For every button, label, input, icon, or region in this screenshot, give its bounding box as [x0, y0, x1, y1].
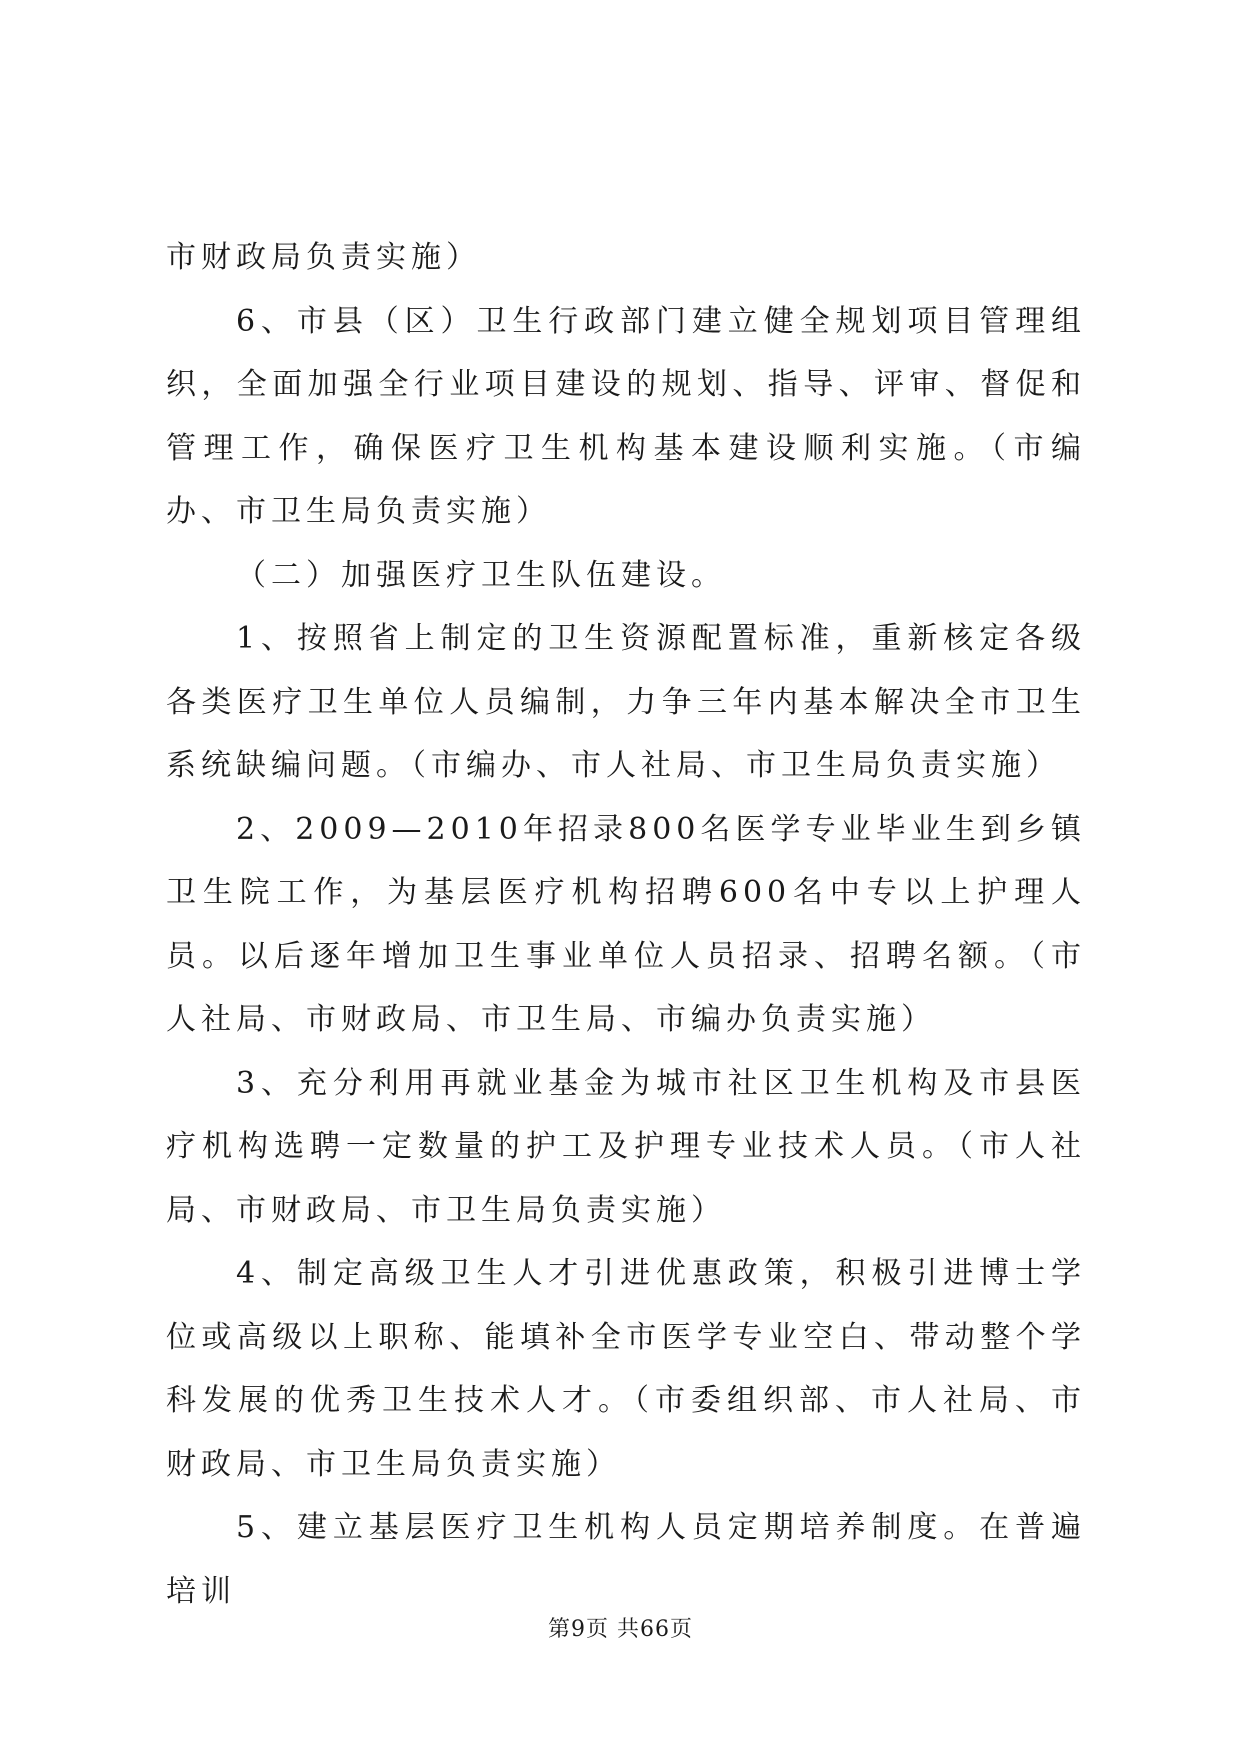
section-heading: （二）加强医疗卫生队伍建设。	[236, 557, 726, 593]
paragraph-item-2: 2、2009—2010年招录800名医学专业毕业生到乡镇卫生院工作，为基层医疗机构招聘600名中专以上护理人员。以后逐年增加卫生事业单位人员招录、招聘名额。（市人社局、市财政局、市卫生局、市编办负责实施）	[166, 811, 1086, 1037]
paragraph-item-5: 5、建立基层医疗卫生机构人员定期培养制度。在普遍培训	[166, 1510, 1086, 1609]
page-number-footer: 第9页 共66页	[548, 1617, 693, 1642]
document-body	[166, 226, 1086, 1623]
paragraph-item-4: 4、制定高级卫生人才引进优惠政策，积极引进博士学位或高级以上职称、能填补全市医学专业空白、带动整个学科发展的优秀卫生技术人才。（市委组织部、市人社局、市财政局、市卫生局负责实施）	[166, 1256, 1086, 1482]
paragraph-continuation: 市财政局负责实施）	[166, 240, 481, 275]
paragraph-item-1: 1、按照省上制定的卫生资源配置标准，重新核定各级各类医疗卫生单位人员编制，力争三年内基本解决全市卫生系统缺编问题。（市编办、市人社局、市卫生局负责实施）	[166, 621, 1086, 783]
paragraph-item-6: 6、市县（区）卫生行政部门建立健全规划项目管理组织，全面加强全行业项目建设的规划、指导、评审、督促和管理工作，确保医疗卫生机构基本建设顺利实施。（市编办、市卫生局负责实施）	[166, 303, 1086, 529]
paragraph-item-3: 3、充分利用再就业基金为城市社区卫生机构及市县医疗机构选聘一定数量的护工及护理专业技术人员。（市人社局、市财政局、市卫生局负责实施）	[166, 1065, 1086, 1228]
